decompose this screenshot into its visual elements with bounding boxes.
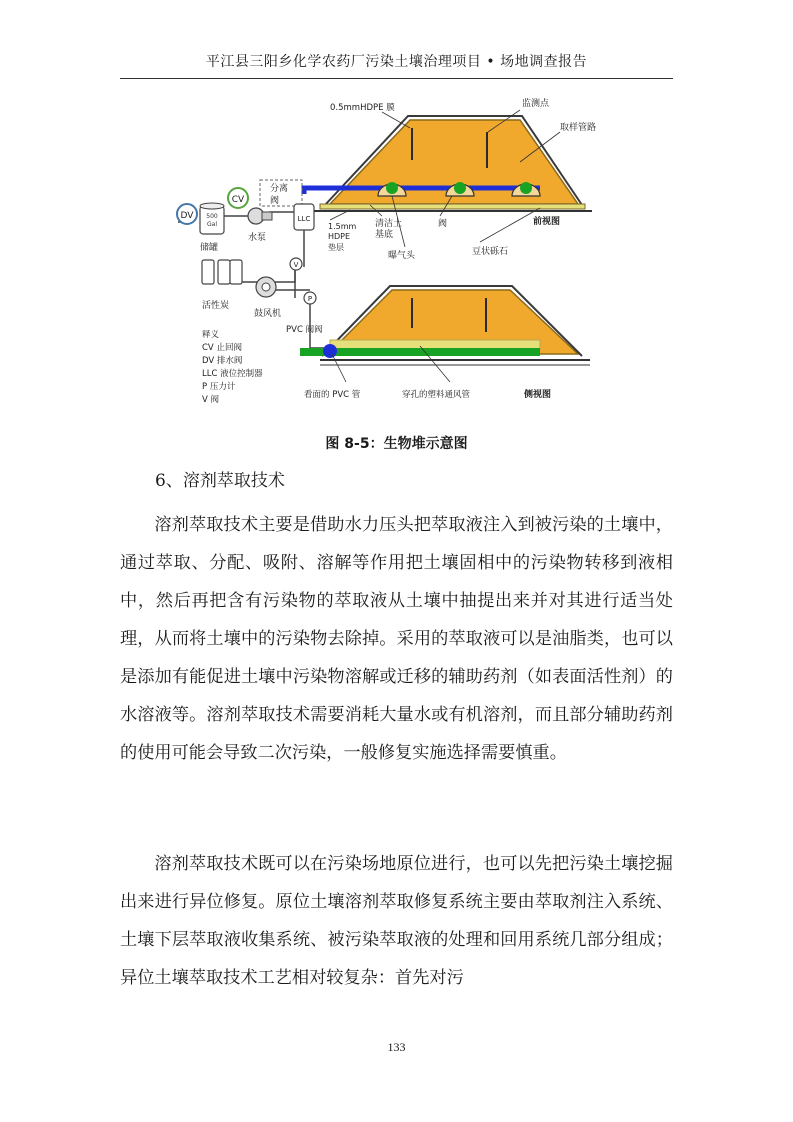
legend-cv: CV 止回阀 bbox=[202, 343, 242, 353]
legend-llc: LLC 液位控制器 bbox=[202, 369, 263, 379]
label-llc: LLC bbox=[297, 215, 311, 223]
label-pvc-pipe: 看面的 PVC 管 bbox=[304, 390, 361, 400]
label-cv: CV bbox=[231, 195, 245, 205]
label-sampling-pipe: 取样管路 bbox=[560, 123, 597, 133]
label-liner-2: HDPE bbox=[328, 232, 351, 241]
label-separator-2: 阀 bbox=[270, 196, 280, 206]
biopile-diagram-svg bbox=[120, 92, 673, 417]
legend-title: 释义 bbox=[202, 330, 220, 340]
label-separator-1: 分离 bbox=[270, 184, 289, 194]
label-blower: 鼓风机 bbox=[254, 309, 282, 319]
label-storage-tank: 储罐 bbox=[200, 243, 219, 253]
label-valve: 阀 bbox=[438, 219, 448, 229]
pvc-valve-icon bbox=[323, 344, 337, 358]
legend bbox=[202, 330, 263, 405]
label-dv: DV bbox=[180, 211, 194, 221]
label-clean-soil-2: 基底 bbox=[375, 230, 394, 240]
label-perforated-duct: 穿孔的塑料通风管 bbox=[402, 390, 471, 400]
label-pvc-valve: PVC 阀阀 bbox=[286, 325, 323, 335]
page-number: 133 bbox=[387, 1040, 406, 1054]
header-title: 平江县三阳乡化学农药厂污染土壤治理项目 • 场地调查报告 bbox=[205, 54, 588, 70]
label-tank-1: 500 bbox=[206, 213, 218, 220]
figure-caption: 图 8-5：生物堆示意图 bbox=[325, 436, 468, 452]
label-pea-gravel: 豆状砾石 bbox=[472, 247, 509, 257]
paragraph-1: 溶剂萃取技术主要是借助水力压头把萃取液注入到被污染的土壤中，通过萃取、分配、吸附、溶解等作用把土壤固相中的污染物转移到液相中，然后再把含有污染物的萃取液从土壤中抽提出来并对其进行适当处理，从而将土壤中的污染物去除掉。采用的萃取液可以是油脂类，也可以是添加有能促进土壤中污染物溶解或迁移的辅助药剂（如表面活性剂）的水溶液等。溶剂萃取技术需要消耗大量水或有机溶剂，而且部分辅助药剂的使用可能会导致二次污染，一般修复实施选择需要慎重。 bbox=[120, 515, 673, 763]
legend-dv: DV 排水阀 bbox=[202, 356, 243, 366]
label-gauge-p: P bbox=[307, 295, 313, 303]
label-monitor-point: 监测点 bbox=[522, 99, 550, 109]
label-liner-3: 垫层 bbox=[328, 243, 344, 252]
carbon-canister-1-icon bbox=[202, 260, 214, 284]
storage-tank-icon bbox=[200, 206, 224, 234]
equipment-system bbox=[177, 180, 328, 348]
label-hdpe-film: 0.5mmHDPE 膜 bbox=[330, 103, 395, 113]
label-front-view: 前视图 bbox=[533, 217, 561, 227]
label-clean-soil-1: 清洁土 bbox=[375, 219, 403, 229]
label-side-view: 侧视图 bbox=[524, 390, 552, 400]
label-water-pump: 水泵 bbox=[248, 233, 267, 243]
carbon-canister-2-icon bbox=[218, 260, 230, 284]
legend-v: V 阀 bbox=[202, 395, 220, 405]
label-gauge-v: V bbox=[293, 261, 299, 269]
side-view-pile bbox=[300, 286, 590, 382]
page-header bbox=[120, 48, 673, 79]
label-tank-2: Gal bbox=[207, 221, 217, 228]
biopile-diagram bbox=[120, 92, 673, 417]
label-liner-1: 1.5mm bbox=[328, 222, 357, 231]
paragraph-2: 溶剂萃取技术既可以在污染场地原位进行，也可以先把污染土壤挖掘出来进行异位修复。原位土壤溶剂萃取修复系统主要由萃取剂注入系统、土壤下层萃取液收集系统、被污染萃取液的处理和回用系统几部分组成；异位土壤萃取技术工艺相对较复杂：首先对污 bbox=[120, 854, 673, 988]
label-activated-carbon: 活性炭 bbox=[202, 301, 230, 311]
section-title: 6、溶剂萃取技术 bbox=[155, 471, 285, 491]
legend-p: P 压力计 bbox=[202, 382, 236, 392]
front-gravel-layer bbox=[320, 204, 585, 209]
label-aerator-head: 曝气头 bbox=[388, 251, 416, 261]
carbon-canister-3-icon bbox=[230, 260, 242, 284]
